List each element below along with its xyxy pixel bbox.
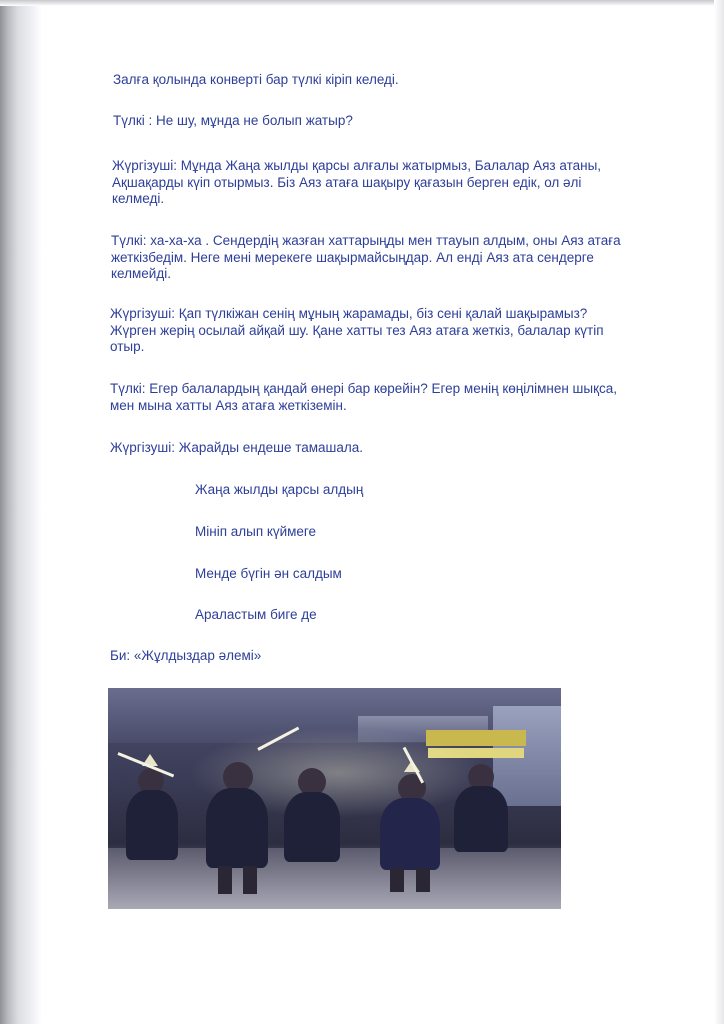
- text-line: келмеді.: [112, 191, 165, 206]
- dance-title: Би: «Жұлдыздар әлемі»: [110, 648, 262, 663]
- dance-photo: [108, 688, 561, 909]
- text-line: Түлкі: Егер балалардың қандай өнері бар көрейін? Егер менің көңілімнен шықса,: [110, 381, 618, 396]
- text-line: Жүргізуші: Жарайды ендеше тамашала.: [110, 440, 364, 455]
- text-line: келмейді.: [111, 266, 171, 281]
- child-figure: [380, 798, 440, 870]
- text-line: Түлкі: ха-ха-ха . Сендердің жазған хаттарыңды мен ттауып алдым, оны Аяз атаға: [111, 233, 621, 248]
- child-leg: [390, 868, 404, 892]
- text-line: Жүрген жерің осылай айқай шу. Қане хатты тез Аяз атаға жеткіз, балалар күтіп: [110, 323, 604, 338]
- poem-line: Жаңа жылды қарсы алдың: [195, 482, 364, 497]
- child-leg: [243, 866, 257, 894]
- text-line: Ақшақарды күіп отырмыз. Біз Аяз атаға шақыру қағазын берген едік, ол әлі: [112, 175, 582, 190]
- text-line: Залға қолында конверті бар түлкі кіріп келеді.: [113, 72, 399, 87]
- child-figure: [454, 786, 508, 852]
- text-line: мен мына хатты Аяз атаға жеткіземін.: [110, 398, 347, 413]
- text-line: Түлкі : Не шу, мұнда не болып жатыр?: [113, 113, 353, 128]
- text-line: Жүргізуші: Мұнда Жаңа жылды қарсы алғалы жатырмыз, Балалар Аяз атаны,: [112, 158, 602, 173]
- text-line: отыр.: [110, 339, 145, 354]
- child-figure: [206, 788, 268, 868]
- child-figure: [126, 790, 178, 860]
- text-line: Жүргізуші: Қап түлкіжан сенің мұның жарамады, біз сені қалай шақырамыз?: [110, 306, 588, 321]
- text-line: жеткізбедім. Неге мені мерекеге шақырмайсыңдар. Ал енді Аяз ата сендерге: [111, 250, 594, 265]
- child-leg: [218, 866, 232, 894]
- poem-line: Мініп алып күймеге: [195, 524, 317, 539]
- child-figure: [284, 792, 340, 862]
- child-leg: [416, 868, 430, 892]
- poem-line: Араластым биге де: [195, 607, 317, 622]
- poem-line: Менде бүгін ән салдым: [195, 566, 342, 581]
